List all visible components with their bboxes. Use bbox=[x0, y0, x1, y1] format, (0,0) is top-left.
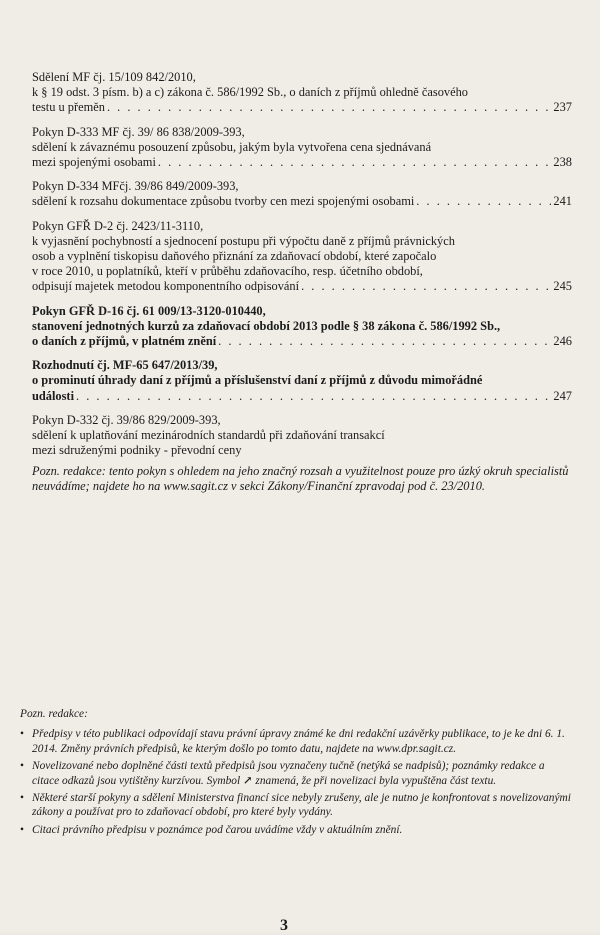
toc-entry-line: Pokyn D-333 MF čj. 39/ 86 838/2009-393, bbox=[32, 124, 245, 139]
toc-entry bbox=[32, 179, 572, 209]
toc-entry bbox=[32, 358, 572, 404]
toc-entry bbox=[32, 70, 572, 116]
bullet-icon: • bbox=[20, 792, 24, 805]
toc-page-number: 238 bbox=[553, 155, 572, 170]
bullet-icon: • bbox=[20, 728, 24, 741]
toc-entry-last-line bbox=[32, 194, 572, 209]
toc-entry-last-line bbox=[32, 100, 572, 115]
toc-page-number: 241 bbox=[553, 194, 572, 209]
toc-page-number: 246 bbox=[553, 334, 572, 349]
toc-entry-text: mezi sdruženými podniky - převodní ceny bbox=[32, 443, 242, 458]
toc-entry-last-line bbox=[32, 389, 572, 404]
dot-leader bbox=[76, 389, 551, 404]
page-number: 3 bbox=[280, 917, 288, 934]
toc-entry-line: sdělení k uplatňování mezinárodních standardů při zdaňování transakcí bbox=[32, 428, 385, 443]
note-item: • Novelizované nebo doplněné části textů předpisů jsou vyznačeny tučně (netýká se nadpisů); poznámky redakce a citace odkazů jsou vytištěny kurzívou. Symbol ↗ znamená, že při novelizaci byla vypuštěna část textu. bbox=[20, 760, 545, 787]
editorial-note: Pozn. redakce: tento pokyn s ohledem na jeho značný rozsah a využitelnost pouze pro úzký okruh specialistů neuvádíme; najdete ho na www.sagit.cz v sekci Zákony/Finanční zpravodaj pod č. 23/2010. bbox=[32, 464, 569, 494]
toc-entry-line: sdělení k závaznému posouzení způsobu, jakým byla vytvořena cena sjednávaná bbox=[32, 139, 432, 154]
toc-entry-text: mezi spojenými osobami bbox=[32, 155, 156, 170]
toc-entry-line: Rozhodnutí čj. MF-65 647/2013/39, bbox=[32, 358, 218, 373]
dot-leader bbox=[158, 155, 552, 170]
toc-entry-text: odpisují majetek metodou komponentního odpisování bbox=[32, 279, 300, 294]
note-item: • Citaci právního předpisu v poznámce pod čarou uvádíme vždy v aktuálním znění. bbox=[20, 823, 403, 836]
notes-list bbox=[20, 727, 572, 837]
dot-leader bbox=[218, 334, 551, 349]
toc-entry-line: v roce 2010, u poplatníků, kteří v průběhu zdaňovacího, resp. účetního období, bbox=[32, 264, 423, 279]
note-item: • Předpisy v této publikaci odpovídají stavu právní úpravy známé ke dni redakční uzávěrky publikace, to je ke dni 6. 1. 2014. Změny právních předpisů, ke kterým došlo po tomto datu, najdete na www.dpr.sagit.cz. bbox=[20, 728, 565, 755]
toc-entry-line: Pokyn GFŘ D-2 čj. 2423/11-3110, bbox=[32, 218, 204, 233]
toc-entry-last-line bbox=[32, 155, 572, 170]
toc-entry-text: testu u přeměn bbox=[32, 100, 105, 115]
toc-entry bbox=[32, 219, 572, 295]
toc-entry-line: Pokyn D-332 čj. 39/86 829/2009-393, bbox=[32, 412, 221, 427]
toc-page-number: 245 bbox=[553, 279, 572, 294]
note-item: • Některé starší pokyny a sdělení Ministerstva financí sice nebyly zrušeny, ale je nutno je konfrontovat s novelizovanými zákony a používat pro to zdaňovací období, pro které byly vydány. bbox=[20, 792, 571, 819]
notes-heading: Pozn. redakce: bbox=[20, 708, 88, 720]
toc-entry bbox=[32, 125, 572, 171]
toc-entry-text: o daních z příjmů, v platném znění bbox=[32, 334, 217, 349]
dot-leader bbox=[301, 279, 551, 294]
editorial-notes bbox=[20, 707, 572, 840]
toc-entry-text: události bbox=[32, 388, 75, 403]
toc-entry-text: sdělení k rozsahu dokumentace způsobu tvorby cen mezi spojenými osobami bbox=[32, 194, 415, 209]
toc-entry-line: k § 19 odst. 3 písm. b) a c) zákona č. 586/1992 Sb., o daních z příjmů ohledně časového bbox=[32, 85, 468, 100]
toc-entry bbox=[32, 304, 572, 350]
toc-entry-last-line bbox=[32, 334, 572, 349]
toc-entry bbox=[32, 413, 572, 459]
toc-entry-line: osob a vyplnění tiskopisu daňového přiznání za zdaňovací období, které započalo bbox=[32, 249, 437, 264]
arrow-icon: ↗ bbox=[243, 774, 253, 787]
toc-page-number: 237 bbox=[553, 100, 572, 115]
table-of-contents bbox=[32, 70, 572, 494]
toc-entry-line: stanovení jednotných kurzů za zdaňovací období 2013 podle § 38 zákona č. 586/1992 Sb., bbox=[32, 318, 501, 333]
bullet-icon: • bbox=[20, 760, 24, 773]
dot-leader bbox=[416, 194, 551, 209]
toc-entry-last-line bbox=[32, 279, 572, 294]
toc-entry-line: Sdělení MF čj. 15/109 842/2010, bbox=[32, 70, 196, 84]
toc-entry-line: Pokyn GFŘ D-16 čj. 61 009/13-3120-010440, bbox=[32, 303, 266, 318]
toc-entry-last-line bbox=[32, 443, 572, 458]
dot-leader bbox=[107, 100, 551, 115]
toc-page-number: 247 bbox=[553, 388, 572, 403]
bullet-icon: • bbox=[20, 823, 24, 836]
toc-entry-line: Pokyn D-334 MFčj. 39/86 849/2009-393, bbox=[32, 179, 239, 194]
toc-entry-line: o prominutí úhrady daní z příjmů a příslušenství daní z příjmů z důvodu mimořádné bbox=[32, 373, 483, 388]
toc-entry-line: k vyjasnění pochybností a sjednocení postupu při výpočtu daně z příjmů právnických bbox=[32, 233, 455, 248]
